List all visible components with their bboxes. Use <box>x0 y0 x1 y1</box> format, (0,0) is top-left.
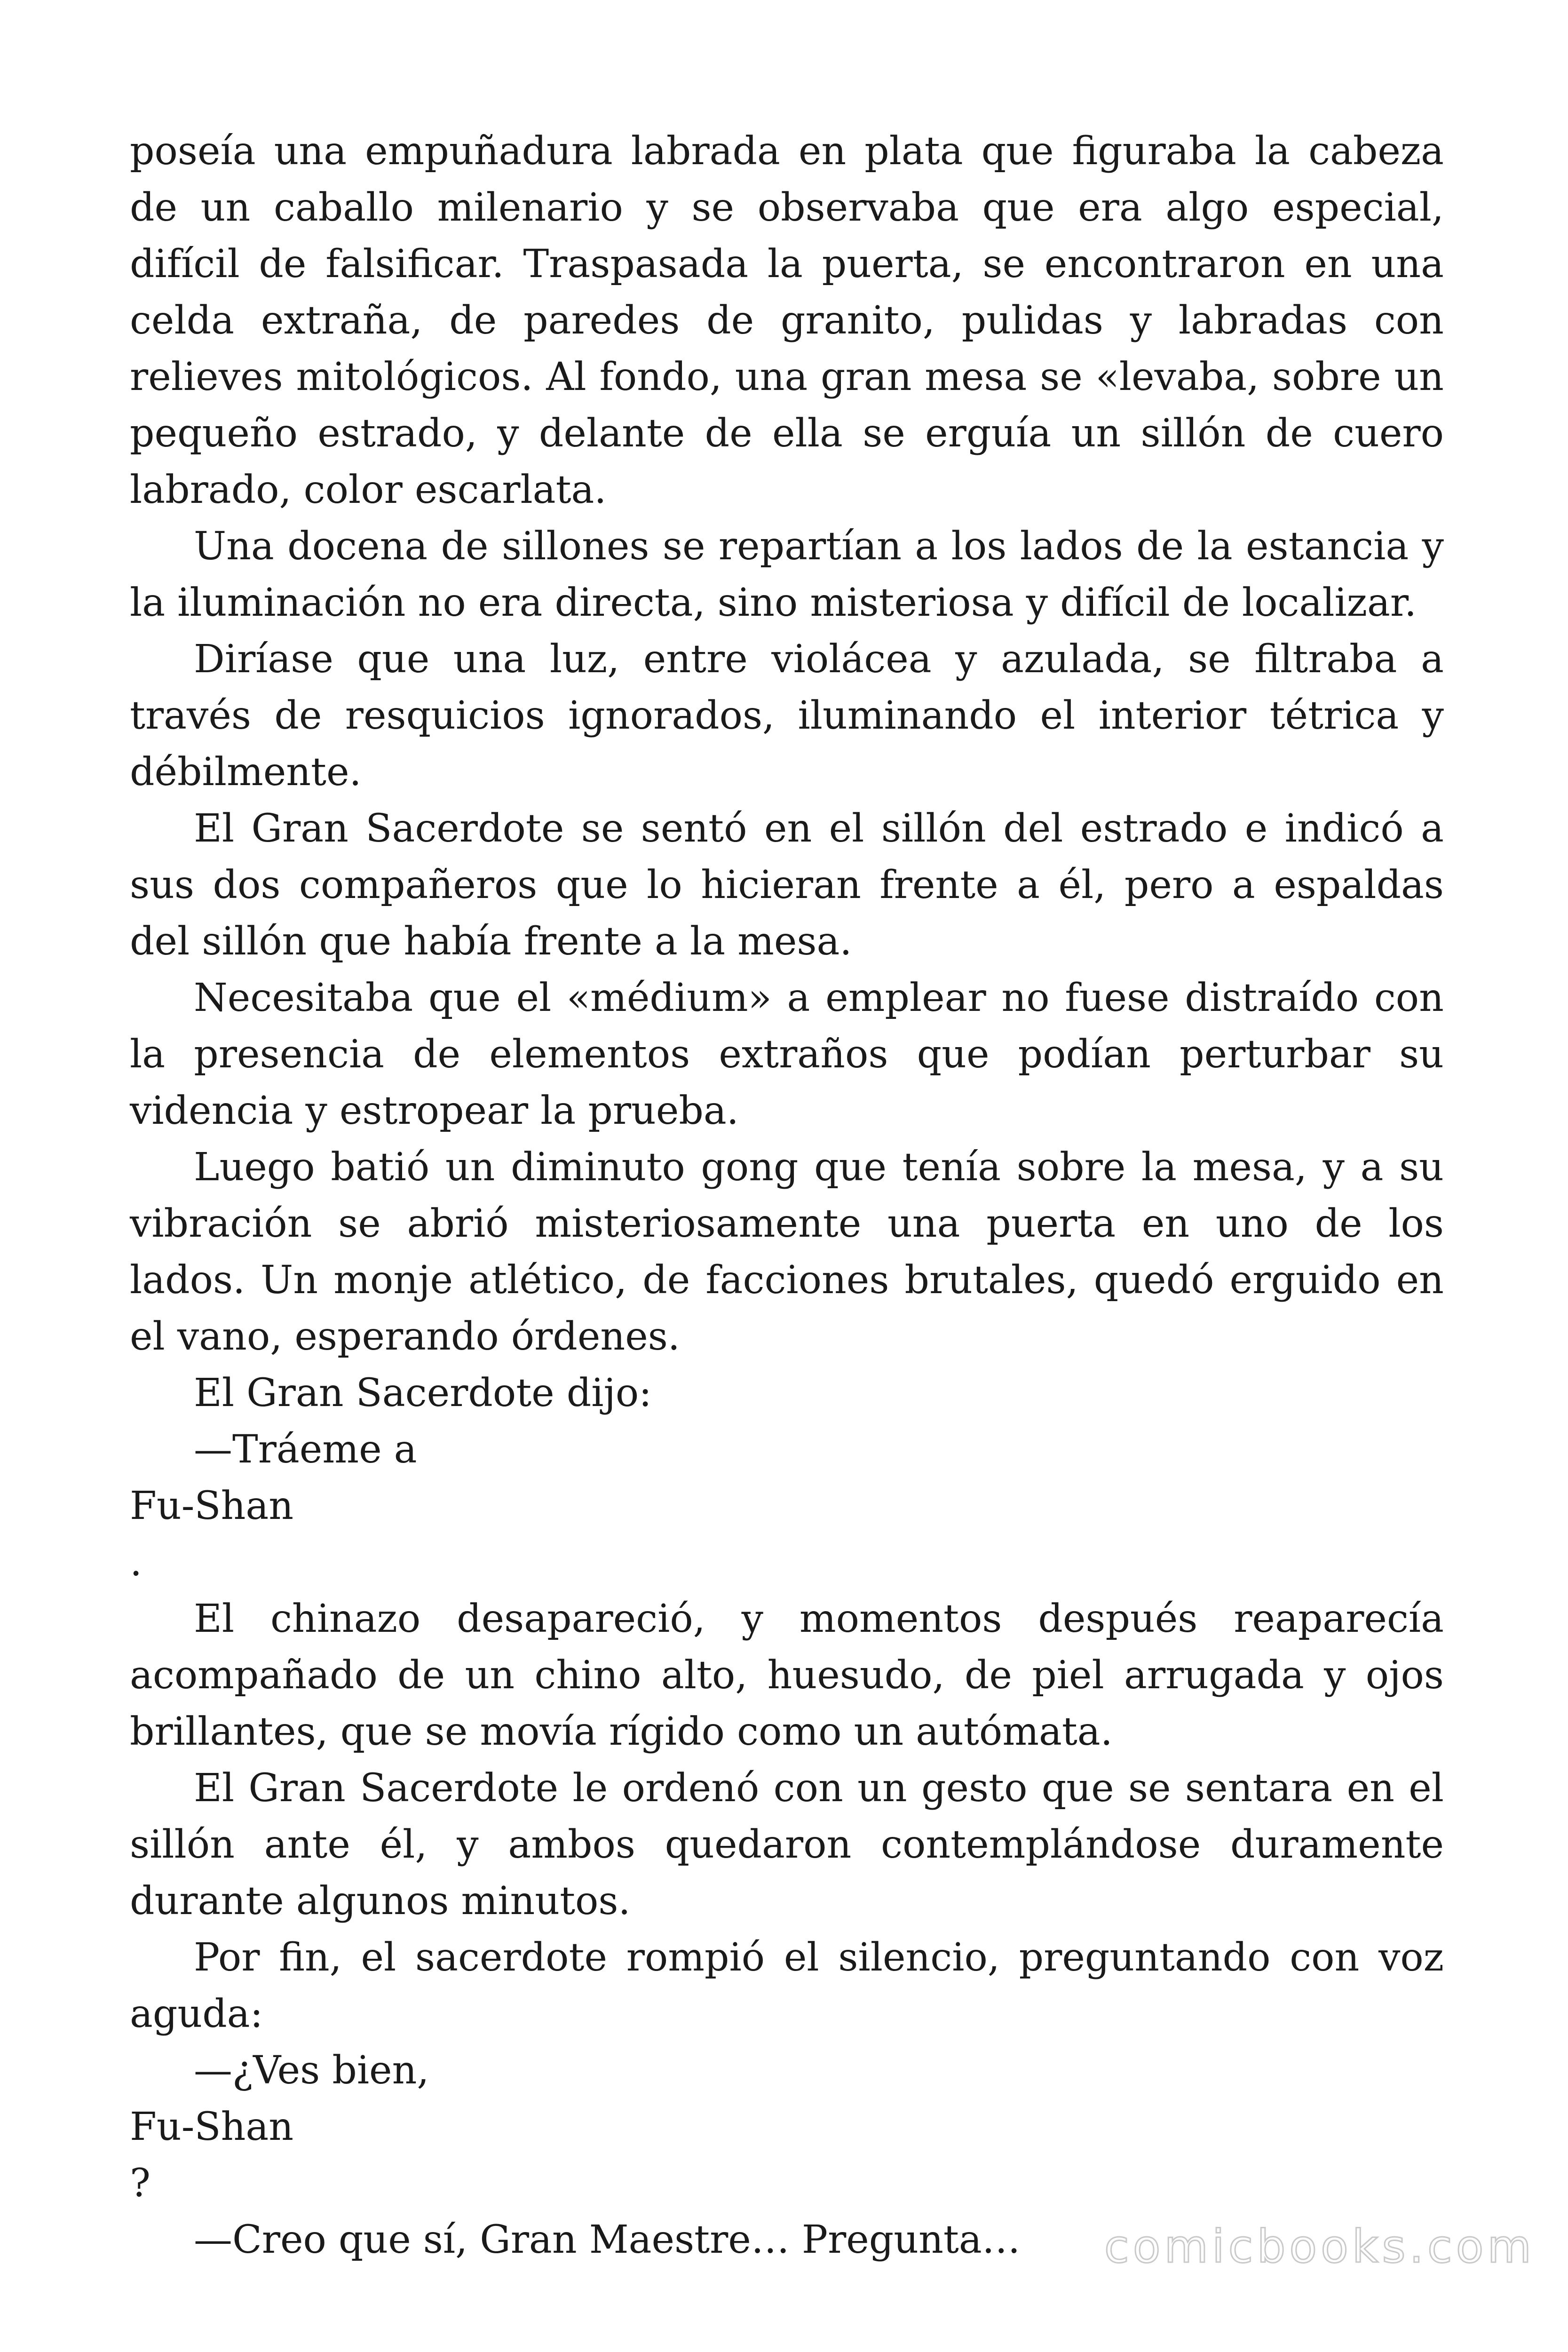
paragraph: Una docena de sillones se repartían a los lados de la estancia y la iluminación no era directa, sino misteriosa y difícil de localizar. <box>130 524 1444 625</box>
dialogue-name: Fu-Shan <box>130 1484 294 1528</box>
book-page-text <box>130 123 1444 2268</box>
paragraph: —Creo que sí, Gran Maestre… Pregunta… <box>194 2217 1021 2262</box>
dialogue-name: Fu-Shan <box>130 2105 294 2149</box>
watermark: comicbooks.com <box>1104 2220 1535 2273</box>
paragraph: poseía una empuñadura labrada en plata que figuraba la cabeza de un caballo milenario y se observaba que era algo especial, difícil de falsificar. Traspasada la puerta, se encontraron en una celda extraña, de paredes de granito, pulidas y labradas con relieves mitológicos. Al fondo, una gran mesa se «levaba, sobre un pequeño estrado, y delante de ella se erguía un sillón de cuero labrado, color escarlata. <box>130 129 1444 512</box>
paragraph: Diríase que una luz, entre violácea y azulada, se filtraba a través de resquicios ignorados, iluminando el interior tétrica y débilmente. <box>130 637 1444 795</box>
paragraph: El Gran Sacerdote dijo: <box>194 1371 652 1415</box>
paragraph: El Gran Sacerdote le ordenó con un gesto que se sentara en el sillón ante él, y ambos quedaron contemplándose duramente durante algunos minutos. <box>130 1766 1444 1923</box>
paragraph: Luego batió un diminuto gong que tenía sobre la mesa, y a su vibración se abrió misteriosamente una puerta en uno de los lados. Un monje atlético, de facciones brutales, quedó erguido en el vano, esperando órdenes. <box>130 1145 1444 1359</box>
paragraph: El chinazo desapareció, y momentos después reaparecía acompañado de un chino alto, huesudo, de piel arrugada y ojos brillantes, que se movía rígido como un autómata. <box>130 1597 1444 1754</box>
dialogue-line: —Tráeme a <box>194 1427 417 1472</box>
dialogue-line: —¿Ves bien, <box>194 2048 429 2093</box>
paragraph: El Gran Sacerdote se sentó en el sillón del estrado e indicó a sus dos compañeros que lo hicieran frente a él, pero a espaldas del sillón que había frente a la mesa. <box>130 806 1444 964</box>
dialogue-punctuation: ? <box>130 2161 150 2206</box>
paragraph: Por fin, el sacerdote rompió el silencio, preguntando con voz aguda: <box>130 1935 1444 2036</box>
dialogue-punctuation: . <box>130 1540 143 1585</box>
paragraph: Necesitaba que el «médium» a emplear no fuese distraído con la presencia de elementos extraños que podían perturbar su videncia y estropear la prueba. <box>130 976 1444 1133</box>
